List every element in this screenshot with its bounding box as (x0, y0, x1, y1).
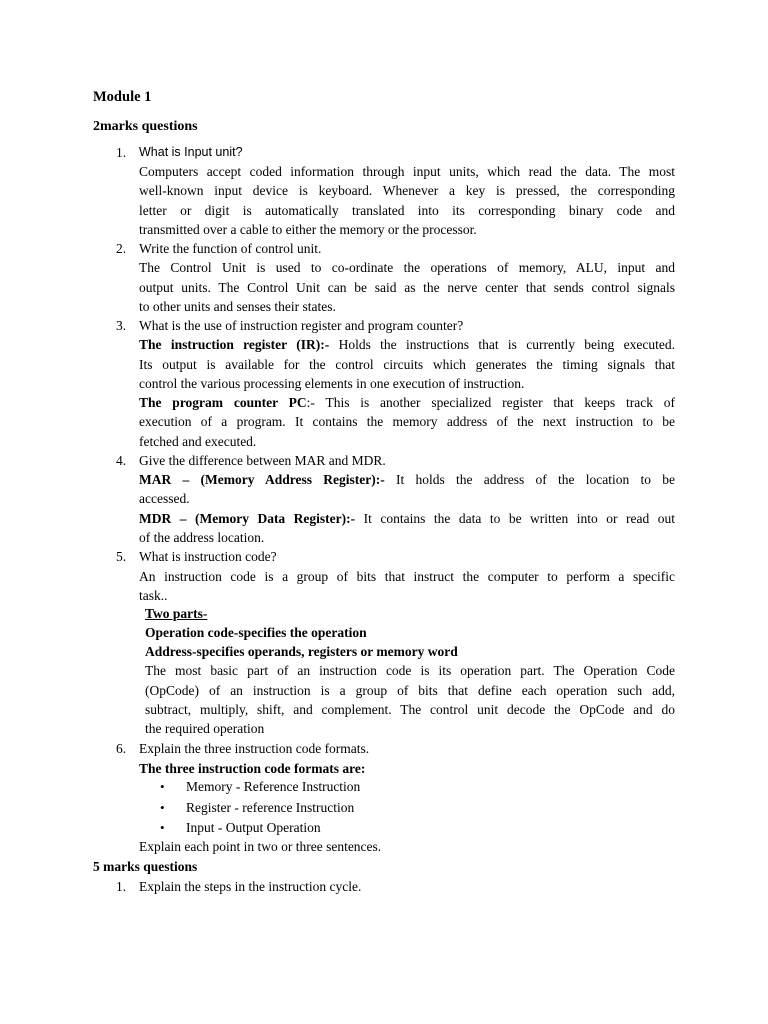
q3-pc-line: execution of a program. It contains the memory address of the next instruction to be (139, 414, 675, 429)
q3-ir-line: control the various processing elements in one execution of instruction. (139, 376, 525, 391)
q5-part-address: Address-specifies operands, registers or memory word (145, 644, 458, 659)
mar-term: MAR – (Memory Address Register):- (139, 472, 385, 487)
mar-definition: It holds the address of the location to be (384, 472, 676, 487)
format-item-memory: Memory - Reference Instruction (186, 779, 361, 794)
q1-answer-line: Computers accept coded information through input units, which read the data. The most (139, 164, 675, 179)
q5-explain-line: the required operation (145, 721, 265, 736)
q2-answer-line: output units. The Control Unit can be said as the nerve center that sends control signals (139, 280, 675, 295)
q1-answer-line: well-known input device is keyboard. Whenever a key is pressed, the corresponding (139, 183, 675, 198)
q5-answer-line: task.. (139, 588, 168, 603)
ir-definition: Holds the instructions that is currently being executed. (329, 337, 675, 352)
q5-two-parts: Two parts- (145, 606, 208, 621)
q2-answer-line: to other units and senses their states. (139, 299, 336, 314)
q4-mdr-line: of the address location. (139, 530, 265, 545)
q1-number: 1. (116, 145, 127, 160)
pc-definition: :- This is another specialized register that keeps track of (306, 395, 675, 410)
q3-question: What is the use of instruction register and program counter? (139, 318, 464, 333)
bullet-icon: • (160, 800, 165, 815)
q5-number: 5. (116, 549, 127, 564)
q1-answer-line: transmitted over a cable to either the memory or the processor. (139, 222, 477, 237)
section-heading-2marks: 2marks questions (93, 119, 198, 134)
q4-question: Give the difference between MAR and MDR. (139, 453, 386, 468)
q5-explain-line: The most basic part of an instruction code is its operation part. The Operation Code (145, 663, 675, 678)
q3-number: 3. (116, 318, 127, 333)
q4-number: 4. (116, 453, 127, 468)
q7-number: 1. (116, 879, 127, 894)
q6-number: 6. (116, 741, 127, 756)
module-title: Module 1 (93, 89, 152, 105)
pc-term: The program counter PC (139, 395, 307, 410)
format-item-io: Input - Output Operation (186, 820, 321, 835)
q2-answer-line: The Control Unit is used to co-ordinate the operations of memory, ALU, input and (139, 260, 675, 275)
q4-mar-line: accessed. (139, 491, 190, 506)
q5-part-opcode: Operation code-specifies the operation (145, 625, 367, 640)
q5-answer-line: An instruction code is a group of bits that instruct the computer to perform a specific (139, 569, 675, 584)
q7-question: Explain the steps in the instruction cycle. (139, 879, 362, 894)
bullet-icon: • (160, 820, 165, 835)
q1-question: What is Input unit? (139, 145, 243, 159)
q3-pc-line (139, 393, 675, 412)
q2-question: Write the function of control unit. (139, 241, 322, 256)
bullet-icon: • (160, 779, 165, 794)
q4-mar-line (139, 470, 675, 489)
q6-question: Explain the three instruction code formats. (139, 741, 370, 756)
mdr-term: MDR – (Memory Data Register):- (139, 511, 356, 526)
q5-explain-line: (OpCode) of an instruction is a group of bits that define each operation such add, (145, 683, 675, 698)
q6-formats-heading: The three instruction code formats are: (139, 761, 366, 776)
q3-pc-line: fetched and executed. (139, 434, 257, 449)
mdr-definition: It contains the data to be written into or read out (355, 511, 675, 526)
section-heading-5marks: 5 marks questions (93, 859, 198, 874)
q5-explain-line: subtract, multiply, shift, and complement. The control unit decode the OpCode and do (145, 702, 675, 717)
q3-ir-line (139, 335, 675, 354)
q5-question: What is instruction code? (139, 549, 277, 564)
q2-number: 2. (116, 241, 127, 256)
q3-ir-line: Its output is available for the control circuits which generates the timing signals that (139, 357, 675, 372)
q4-mdr-line (139, 509, 675, 528)
format-item-register: Register - reference Instruction (186, 800, 355, 815)
q1-answer-line: letter or digit is automatically translated into its corresponding binary code and (139, 203, 675, 218)
q6-note: Explain each point in two or three sentences. (139, 839, 382, 854)
ir-term: The instruction register (IR):- (139, 337, 330, 352)
